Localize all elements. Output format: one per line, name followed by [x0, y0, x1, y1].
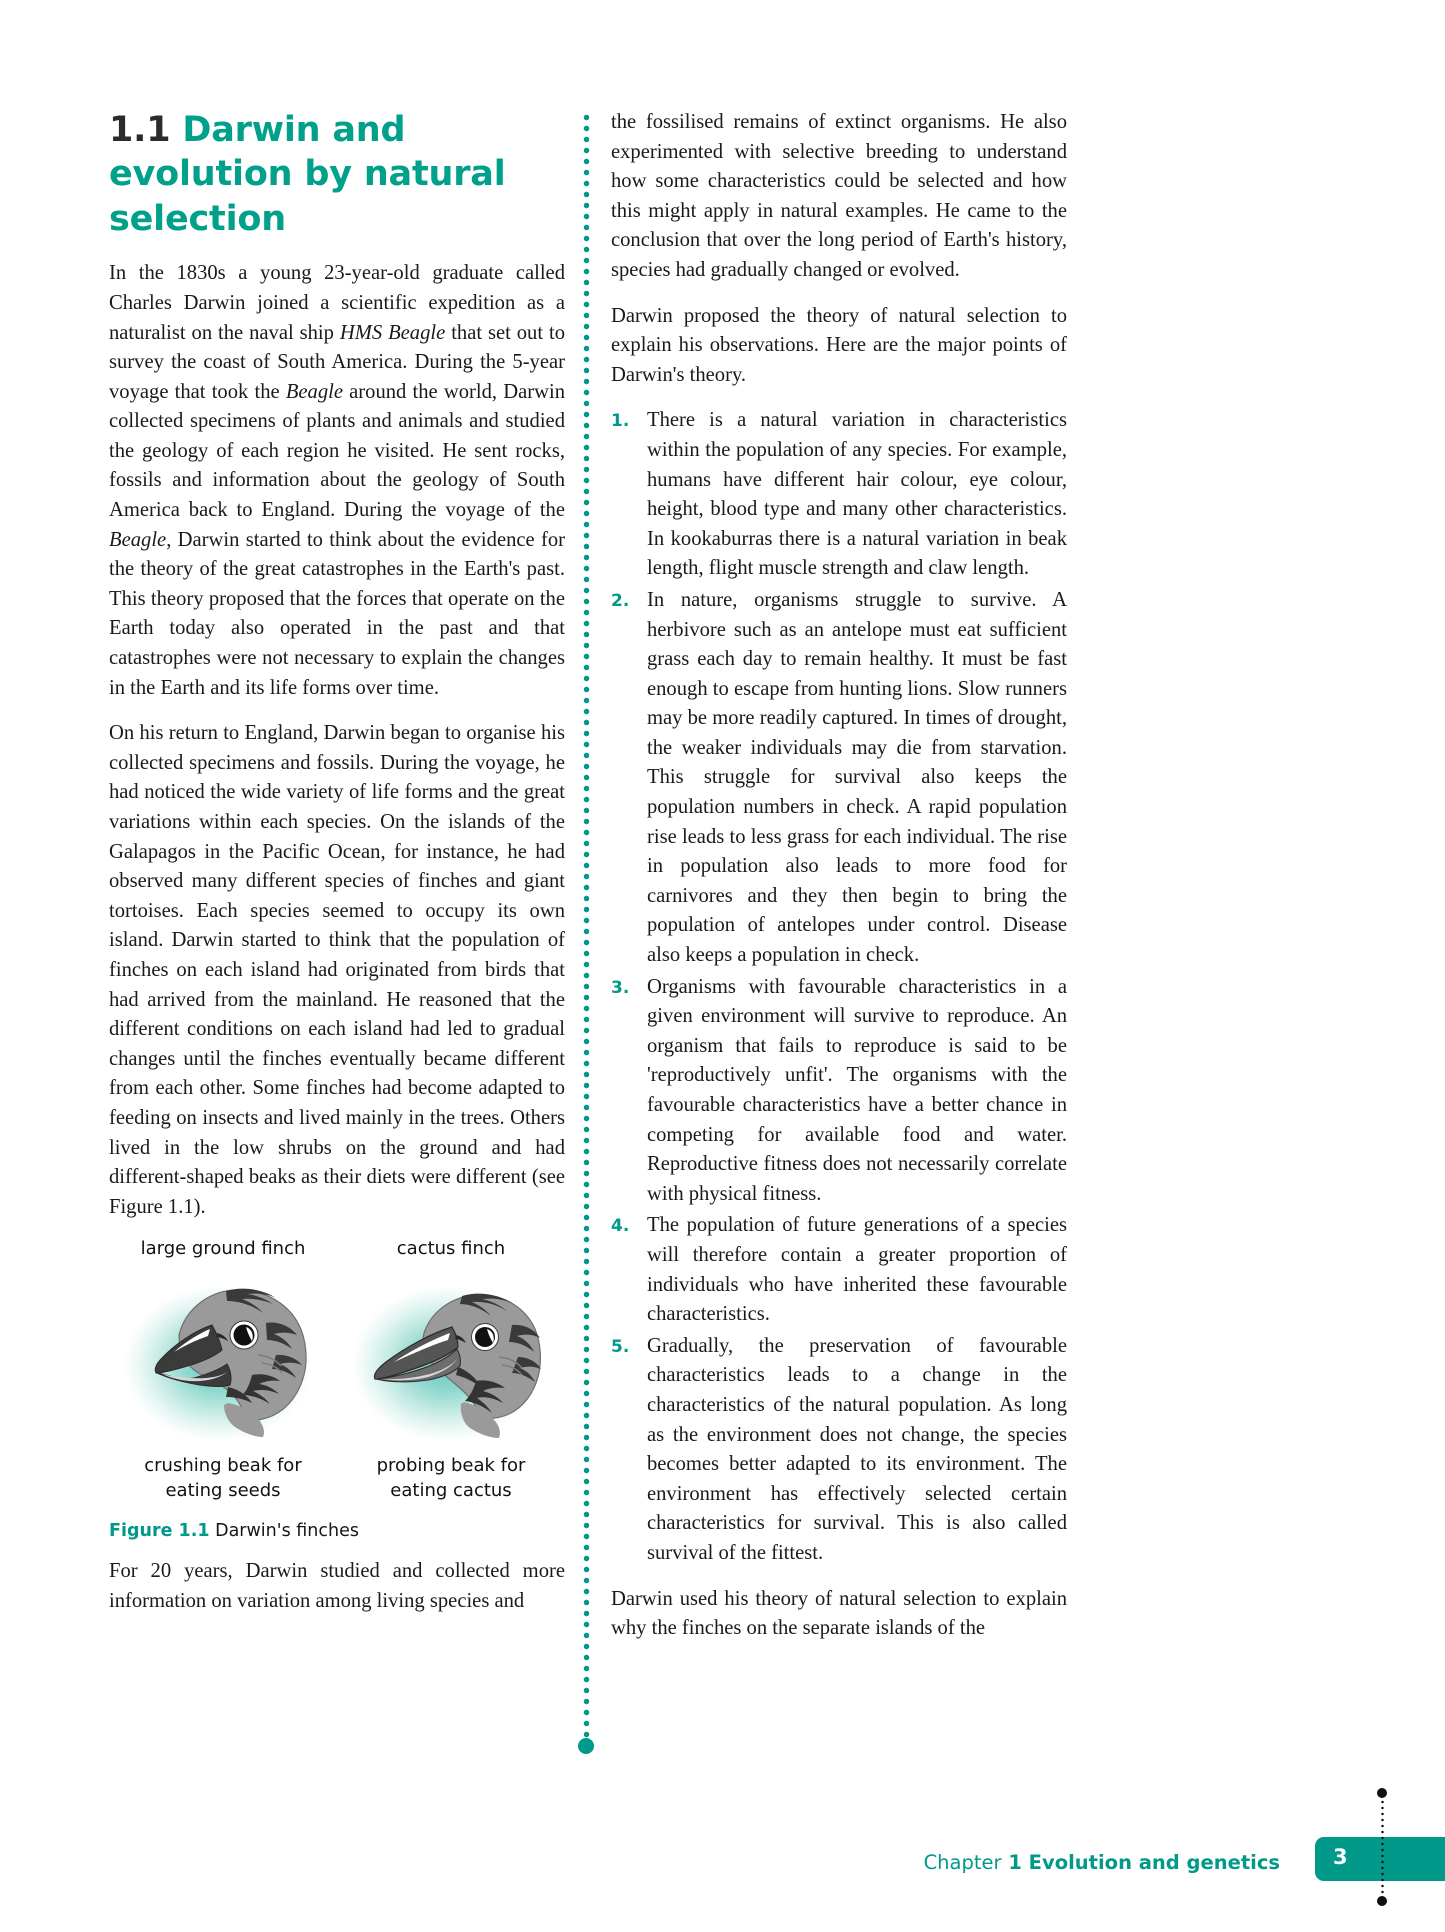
natural-selection-points-list [611, 406, 1067, 1568]
list-item [611, 586, 1067, 971]
para1-italic-beagle-2: Beagle [109, 528, 167, 551]
column-divider-end-dot [578, 1738, 594, 1754]
para1-part-g: , Darwin started to think about the evidence for the theory of the great catastrophes in the Earth's past. This theory proposed that the forces that operate on the Earth today also operated in the past and that catastrophes were not necessary to explain the changes in the Earth and its life forms over time. [109, 528, 565, 699]
large-ground-finch-svg [116, 1263, 331, 1448]
page-footer [0, 1845, 1445, 1895]
list-item-text: There is a natural variation in characteristics within the population of any species. For example, humans have different hair colour, eye colour, height, blood type and many other characteristics. In kookaburras there is a natural variation in beak length, flight muscle strength and claw length. [647, 409, 1067, 580]
large-ground-finch-illustration [116, 1263, 331, 1448]
paragraph-darwin-used-theory: Darwin used his theory of natural selection to explain why the finches on the separate islands of the [611, 1587, 1067, 1640]
footer-chapter-label [924, 1851, 1280, 1874]
figure-caption [109, 1521, 565, 1541]
paragraph-theory-intro: Darwin proposed the theory of natural selection to explain his observations. Here are the major points of Darwin's theory. [611, 304, 1067, 386]
figure-caption-number: Figure 1.1 [109, 1520, 210, 1541]
page-number-badge [1315, 1837, 1445, 1881]
list-marker: 3. [611, 977, 630, 998]
list-item-text: In nature, organisms struggle to survive. A herbivore such as an antelope must eat sufficient grass each day to remain healthy. It must be fast enough to escape from hunting lions. Slow runners may be more readily captured. In times of drought, the weaker individuals may die from starvation. This struggle for survival also keeps the population numbers in check. A rapid population rise leads to less grass for each individual. The rise in population also leads to more food for carnivores and they then begin to bring the population of antelopes under control. Disease also keeps a population in check. [647, 588, 1067, 967]
para1-italic-hms-beagle: HMS Beagle [339, 321, 446, 344]
list-item-text: The population of future generations of a species will therefore contain a greater proportion of individuals who have inherited these favourable characteristics. [647, 1214, 1067, 1326]
figure-bird-illustrations [109, 1263, 565, 1448]
paragraph-twenty-years: For 20 years, Darwin studied and collected more information on variation among living species and [109, 1559, 565, 1612]
list-item [611, 973, 1067, 1210]
paragraph-galapagos: On his return to England, Darwin began to organise his collected specimens and fossils. During the voyage, he had noticed the wide variety of life forms and the great variations within each species. On the islands of the Galapagos in the Pacific Ocean, for instance, he had observed many different species of finches and giant tortoises. Each species seemed to occupy its own island. Darwin started to think that the population of finches on each island had originated from birds that had arrived from the mainland. He reasoned that the different conditions on each island had led to gradual changes until the finches eventually became different from each other. Some finches had become adapted to feeding on insects and lived mainly in the trees. Others lived in the low shrubs on the ground and had different-shaped beaks as their diets were different (see Figure 1.1). [109, 722, 565, 1218]
para1-part-e: around the world, Darwin collected specimens of plants and animals and studied the geology of each region he visited. He sent rocks, fossils and information about the geology of South America back to England. During the voyage of the [109, 380, 565, 522]
crop-mark-line [1381, 1793, 1384, 1901]
page-title [109, 108, 565, 241]
page-number: 3 [1333, 1845, 1348, 1869]
cactus-finch-illustration [344, 1263, 559, 1448]
column-divider-dotted [583, 112, 590, 1746]
list-marker: 1. [611, 411, 630, 432]
label-probing-beak: probing beak for eating cactus [376, 1455, 526, 1501]
paragraph-fossilised-remains: the fossilised remains of extinct organisms. He also experimented with selective breeding to understand how some characteristics could be selected and how this might apply in natural examples. He came to the conclusion that over the long period of Earth's history, species had gradually changed or evolved. [611, 111, 1067, 281]
label-crushing-beak: crushing beak for eating seeds [144, 1455, 302, 1501]
footer-chapter-word: Chapter [923, 1851, 1002, 1874]
section-number: 1.1 [109, 110, 171, 150]
crop-mark-dot-top [1377, 1788, 1387, 1798]
paragraph-intro [109, 259, 565, 703]
figure-top-labels [109, 1238, 565, 1259]
para1-part-a: In the 1830s a young 23-year-old graduate called Charles Darwin joined a scientific expedition as a naturalist on the naval ship [109, 262, 565, 344]
para1-italic-beagle-1: Beagle [285, 380, 343, 403]
right-column [611, 108, 1067, 1644]
list-item-text: Gradually, the preservation of favourable characteristics leads to a change in the characteristics of the natural population. As long as the environment does not change, the species becomes better adapted to its environment. The environment has effectively selected certain characteristics for survival. This is also called survival of the fittest. [647, 1334, 1067, 1564]
list-item [611, 1332, 1067, 1569]
label-cactus-finch: cactus finch [396, 1238, 506, 1260]
list-item-text: Organisms with favourable characteristics in a given environment will survive to reproduce. An organism that fails to reproduce is said to be 'reproductively unfit'. The organisms with the favourable characteristics have a better chance in competing for available food and water. Reproductive fitness does not necessarily correlate with physical fitness. [647, 975, 1067, 1205]
section-title: Darwin and evolution by natural selection [109, 110, 506, 239]
para1-part-c: that set out to survey the coast of South America. During the 5-year voyage that took the [109, 321, 566, 403]
left-column [109, 108, 565, 1616]
label-large-ground-finch: large ground finch [140, 1238, 306, 1260]
list-marker: 4. [611, 1216, 630, 1237]
list-marker: 5. [611, 1336, 630, 1357]
list-item [611, 406, 1067, 584]
cactus-finch-svg [344, 1263, 559, 1448]
footer-chapter-title: 1 Evolution and genetics [1001, 1851, 1280, 1874]
figure-bottom-labels [109, 1454, 565, 1503]
figure-caption-text: Darwin's finches [209, 1520, 359, 1541]
crop-mark-dot-bottom [1377, 1896, 1387, 1906]
list-marker: 2. [611, 590, 630, 611]
figure-darwins-finches [109, 1238, 565, 1541]
list-item [611, 1211, 1067, 1329]
